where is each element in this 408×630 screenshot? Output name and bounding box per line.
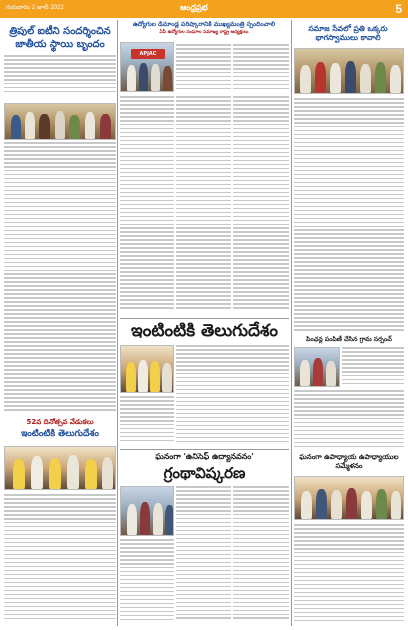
right-column (292, 20, 404, 43)
middle-column (118, 20, 290, 35)
right-teachers-text (294, 524, 404, 624)
left-tdp-body (4, 494, 116, 624)
middle-body-col3 (233, 96, 289, 314)
middle-kicker-2: ఏపీ ఉద్యోగుల సంఘాల సమాఖ్య రాష్ట్ర అధ్యక్షులు (159, 29, 249, 35)
left-sub-headline: 52వ దినోత్సవ వేడుకలు (26, 418, 94, 426)
left-photo-group (4, 103, 116, 140)
right-photo-pension (294, 347, 340, 387)
right-pension-text-b (294, 390, 404, 450)
middle-book-text-c (233, 486, 289, 625)
right-headline: సమాజ సేవలో ప్రతి ఒక్కరు భాగస్వాములు కావాలి (308, 24, 388, 43)
issue-date: గురువారం 2 జూన్ 2022 (6, 5, 64, 11)
middle-event-headline: ఘనంగా 'ఉనిసెఫ్ ఉద్యానవనం' (155, 452, 254, 461)
middle-tdp-text-b (176, 345, 289, 446)
middle-book-text-b (176, 486, 231, 625)
middle-body-col2 (176, 96, 231, 314)
left-article-text (4, 55, 116, 95)
right-sub-headline: పింఛన్ల పంపిణీ చేసిన గ్రామ సర్పంచ్ (306, 336, 392, 343)
page-number: 5 (395, 2, 402, 16)
middle-body-col1 (120, 96, 174, 314)
left-photo-tdp (4, 446, 116, 490)
middle-lead-text-b (233, 44, 289, 94)
left-column (4, 20, 116, 95)
banner (131, 49, 165, 59)
masthead: ఆంధ్రప్రభ (180, 3, 208, 12)
middle-photo-book-release (120, 486, 174, 536)
middle-kicker-1: ఉద్యోగుల డిమాండ్ల పరిష్కారానికి ముఖ్యమంత్రి స్పందించాలి (132, 21, 276, 28)
right-article-body (294, 98, 404, 334)
right-second-headline: ఘనంగా ఉపాధ్యాయ ఉపాధ్యాయుల సమ్మేళనం (299, 453, 399, 470)
page-header-bar (0, 0, 408, 18)
middle-unveil-headline: గ్రంథావిష్కరణ (163, 464, 246, 482)
left-second-headline: ఇంటింటికి తెలుగుదేశం (21, 428, 99, 439)
left-second-story (4, 418, 116, 440)
left-article-body (4, 142, 116, 414)
middle-tdp-text-a (120, 396, 174, 446)
left-headline: త్రిపుల్ ఐటీని సందర్శించిన జాతీయ స్థాయి బృందం (9, 26, 111, 50)
middle-photo-meeting (120, 42, 174, 92)
banner-text: APJAC (139, 51, 157, 57)
right-pension-text-a (342, 347, 404, 387)
right-photo-service (294, 48, 404, 94)
middle-big-headline: ఇంటింటికి తెలుగుదేశం (131, 321, 278, 341)
middle-book-text-a (120, 539, 174, 625)
right-photo-teachers (294, 476, 404, 520)
middle-lead-text-a (176, 44, 231, 94)
middle-photo-tdp (120, 345, 174, 393)
